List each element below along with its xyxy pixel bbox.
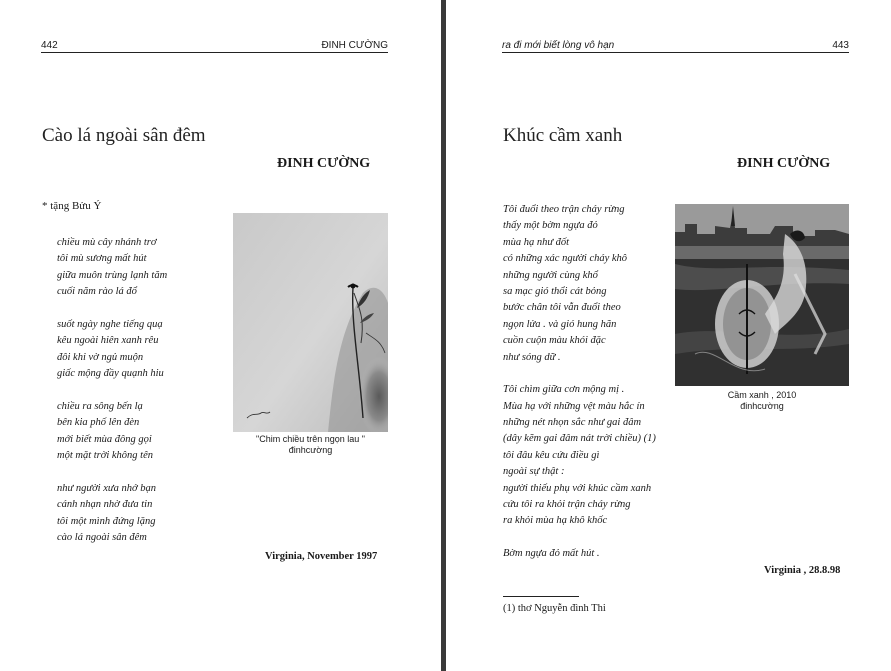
book-spine bbox=[441, 0, 446, 671]
left-poem-title: Cào lá ngoài sân đêm bbox=[42, 125, 206, 146]
verse-line: cánh nhạn nhờ đưa tin bbox=[57, 499, 153, 511]
verse-line: bên kia phố lên đèn bbox=[57, 417, 140, 429]
verse-line: cuồn cuộn màu khói đặc bbox=[503, 335, 606, 347]
verse-line: cào lá ngoài sân đêm bbox=[57, 532, 147, 544]
verse-line: như người xưa nhớ bạn bbox=[57, 482, 156, 494]
stanza-gap bbox=[57, 383, 167, 399]
left-image-caption bbox=[233, 434, 388, 456]
verse-line: như sóng dữ . bbox=[503, 351, 561, 363]
left-running-head: ĐINH CƯỜNG bbox=[321, 40, 388, 51]
stanza-gap bbox=[57, 301, 167, 317]
verse-line: tôi một mình đứng lặng bbox=[57, 515, 156, 527]
verse-line: đôi khi vờ ngủ muộn bbox=[57, 351, 144, 363]
left-author: ĐINH CƯỜNG bbox=[277, 156, 371, 171]
right-page-number: 443 bbox=[832, 40, 849, 51]
painting-cam-xanh bbox=[675, 204, 849, 386]
left-caption-artist: đinhcường bbox=[288, 445, 333, 455]
verse-line: mới biết mùa đông gọi bbox=[57, 433, 152, 445]
verse-line: Mùa hạ với những vệt màu hắc ín bbox=[503, 400, 645, 412]
right-header bbox=[502, 38, 849, 53]
verse-line: một mặt trời không tên bbox=[57, 450, 154, 462]
verse-line: Bờm ngựa đỏ mất hút . bbox=[503, 548, 600, 560]
verse-line: thấy một bờm ngựa đỏ bbox=[503, 220, 598, 232]
right-page bbox=[447, 0, 891, 671]
verse-line: chiều mù cây nhánh trơ bbox=[57, 237, 157, 248]
verse-line: sa mạc gió thổi cát bỏng bbox=[503, 285, 607, 297]
right-image-caption bbox=[675, 390, 849, 412]
verse-line: giấc mộng đầy quạnh hiu bbox=[57, 368, 164, 380]
verse-line: có những xác người cháy khô bbox=[503, 253, 628, 265]
footnote: (1) thơ Nguyễn đình Thi bbox=[503, 603, 606, 614]
verse-line: Tôi đuổi theo trận cháy rừng bbox=[503, 204, 625, 215]
verse-line: tôi đâu kêu cứu điều gì bbox=[503, 449, 600, 461]
right-signature: Virginia , 28.8.98 bbox=[764, 565, 841, 576]
left-caption-title: "Chim chiều trên ngọn lau " bbox=[256, 434, 365, 444]
footnote-rule bbox=[503, 596, 579, 597]
verse-line: những người cùng khổ bbox=[503, 269, 598, 281]
stanza-gap bbox=[503, 366, 656, 382]
verse-line: những nét nhọn sắc như gai đâm bbox=[503, 417, 642, 429]
verse-line: ngọn lửa . và gió hung hãn bbox=[503, 318, 617, 330]
left-page-number: 442 bbox=[41, 40, 58, 51]
verse-line: ngoài sự thật : bbox=[503, 466, 565, 478]
right-caption-artist: đinhcường bbox=[740, 401, 784, 411]
stanza-gap bbox=[503, 530, 656, 546]
verse-line: cuối năm rào lá đổ bbox=[57, 286, 137, 298]
verse-line: kêu ngoài hiên xanh rêu bbox=[57, 335, 159, 347]
left-header bbox=[41, 38, 388, 53]
right-poem-body bbox=[503, 202, 656, 563]
right-caption-title: Cầm xanh , 2010 bbox=[727, 390, 797, 400]
left-poem-body bbox=[57, 235, 167, 546]
verse-line: bước chân tôi vẫn đuổi theo bbox=[503, 302, 621, 314]
verse-line: suốt ngày nghe tiếng quạ bbox=[57, 318, 163, 330]
verse-line: người thiếu phụ với khúc cầm xanh bbox=[503, 482, 652, 494]
right-author: ĐINH CƯỜNG bbox=[737, 156, 831, 171]
verse-line: chiều ra sông bến lạ bbox=[57, 400, 143, 412]
verse-line: cứu tôi ra khỏi trận cháy rừng bbox=[503, 499, 631, 511]
painting-chim-chieu bbox=[233, 213, 388, 432]
left-page bbox=[0, 0, 442, 671]
right-running-head: ra đi mới biết lòng vô hạn bbox=[502, 40, 615, 51]
dedication: * tặng Bửu Ý bbox=[42, 200, 102, 212]
verse-line: ra khỏi mùa hạ khô khốc bbox=[503, 515, 608, 527]
verse-line: (dây kẽm gai đâm nát trời chiều) (1) bbox=[503, 433, 656, 445]
verse-line: Tôi chìm giữa cơn mộng mị . bbox=[503, 384, 625, 396]
verse-line: giữa muôn trùng lạnh tăm bbox=[57, 269, 168, 281]
right-poem-title: Khúc cầm xanh bbox=[503, 125, 623, 146]
left-signature: Virginia, November 1997 bbox=[265, 551, 378, 562]
stanza-gap bbox=[57, 464, 167, 480]
verse-line: tôi mù sương mất hút bbox=[57, 253, 147, 265]
verse-line: mùa hạ như đốt bbox=[503, 236, 570, 248]
